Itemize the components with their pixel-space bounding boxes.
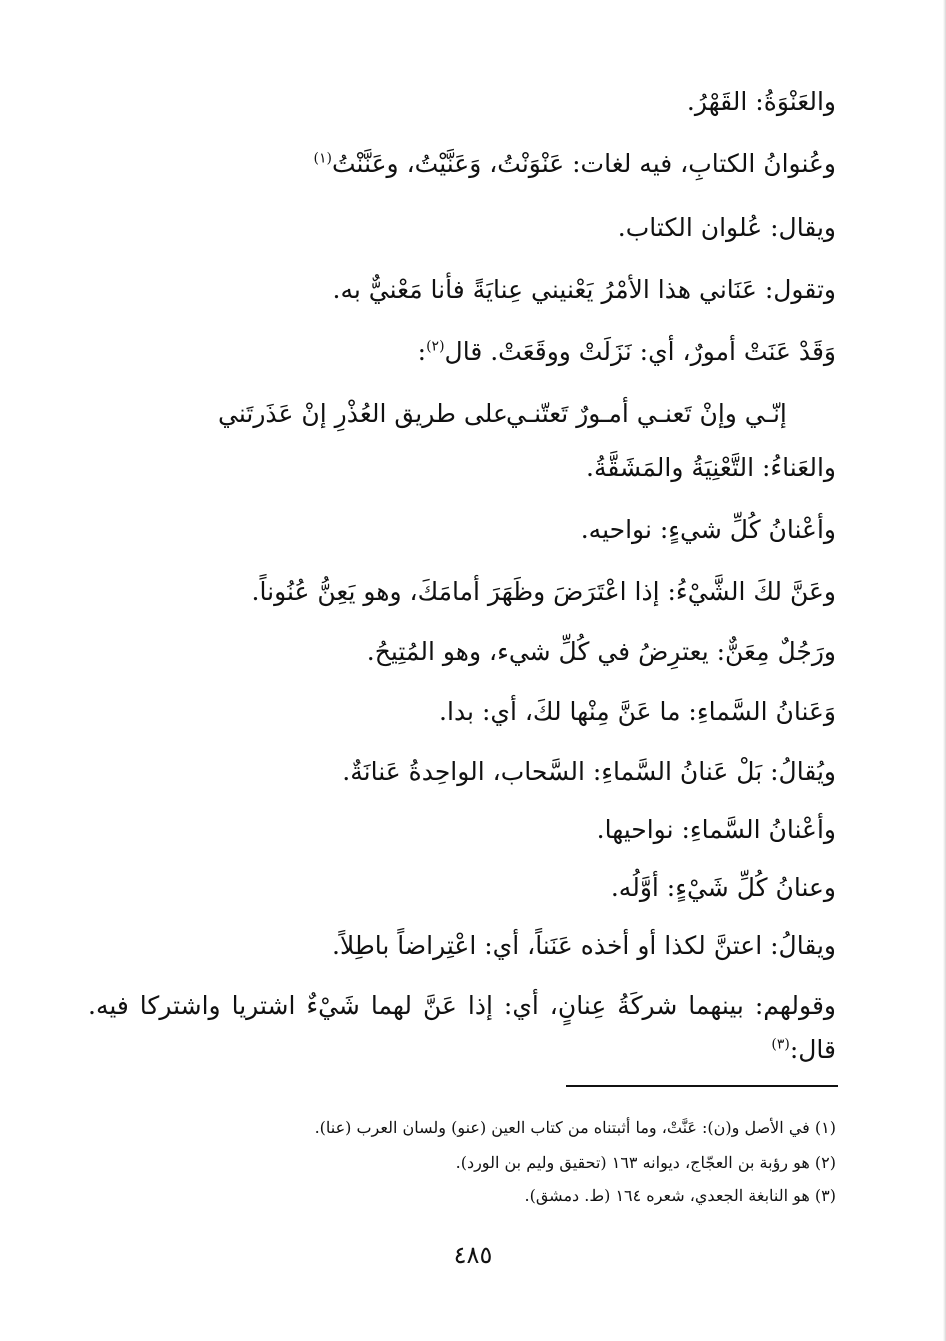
footnote-ref: (١) [313,150,332,167]
text-line: ويقال: عُلوان الكتاب. [617,213,836,242]
line-text: قال: [789,1035,836,1064]
text-line: وتقول: عَنَاني هذا الأمْرُ يَعْنيني عِنايَةً فأنا مَعْنيٌّ به. [332,275,836,304]
text-line: وأعْنانُ السَّماءِ: نواحيها. [596,815,836,844]
text-line: وعنانُ كُلِّ شَيْءٍ: أوَّلُه. [610,873,836,902]
footnote: (١) في الأصل و(ن): عَنَّتْ، وما أثبتناه من كتاب العين (عنو) ولسان العرب (عنا). [314,1118,836,1137]
text-line: ويقالُ: اعتنَّ لكذا أو أخذه عَنَناً، أي: اعْتِراضاً باطِلاً. [332,931,836,960]
footnote: (٣) هو النابغة الجعدي، شعره ١٦٤ (ط. دمشق). [524,1186,836,1205]
text-line: والعَناءُ: التَّعْنِيَةُ والمَشَقَّةُ. [586,453,836,482]
text-line: وأعْنانُ كُلِّ شيءٍ: نواحيه. [580,515,836,544]
text-line: وعَنَّ لكَ الشَّيْءُ: إذا اعْتَرَضَ وظَهَرَ أمامَكَ، وهو يَعِنُّ عُنُوناً. [251,577,836,606]
text-line: وَعَنانُ السَّماءِ: ما عَنَّ مِنْها لكَ، أي: بدا. [439,697,836,726]
text-line: وَقَدْ عَنَتْ أمورٌ، أي: نَزَلَتْ ووقَعَتْ. قال$^{(٢)}$: [417,337,836,366]
text-line: والعَنْوَةُ: القَهْرُ. [686,87,836,116]
line-text: وعُنوانُ الكتابِ، فيه لغات: عَنْوَنْتُ، وَعَنَّيْتُ، وعَنَّنْتُ [332,149,836,178]
footnote: (٢) هو رؤبة بن العجّاج، ديوانه ١٦٣ (تحقيق وليم بن الورد). [455,1153,836,1172]
footnote-ref: (٣) [771,1036,790,1053]
verse-first-hemistich: إنّـي وإنْ تَعنـي أمـورٌ تَعتّنـي [506,399,787,428]
text-line: وقولهم: بينهما شركَةُ عِنانٍ، أي: إذا عَنَّ لهما شَيْءٌ اشتريا واشتركا فيه. [88,991,836,1020]
line-text: وَقَدْ عَنَتْ أمورٌ، أي: نَزَلَتْ ووقَعَتْ. قال [444,337,836,366]
footnote-ref: (٢) [426,338,445,355]
text-line: ورَجُلٌ مِعَنٌّ: يعترِضُ في كُلِّ شيء، وهو المُتِيحُ. [366,637,836,666]
text-line [90,146,836,182]
text-line: ويُقالُ: بَلْ عَنانُ السَّماءِ: السَّحاب، الواحِدةُ عَنانَةٌ. [342,757,836,786]
text-line [90,1032,836,1068]
footnote-separator [566,1085,838,1087]
page-number: ٤٨٥ [453,1241,493,1269]
verse-second-hemistich: على طريق العُذْرِ إنْ عَذَرتَني [218,399,508,428]
